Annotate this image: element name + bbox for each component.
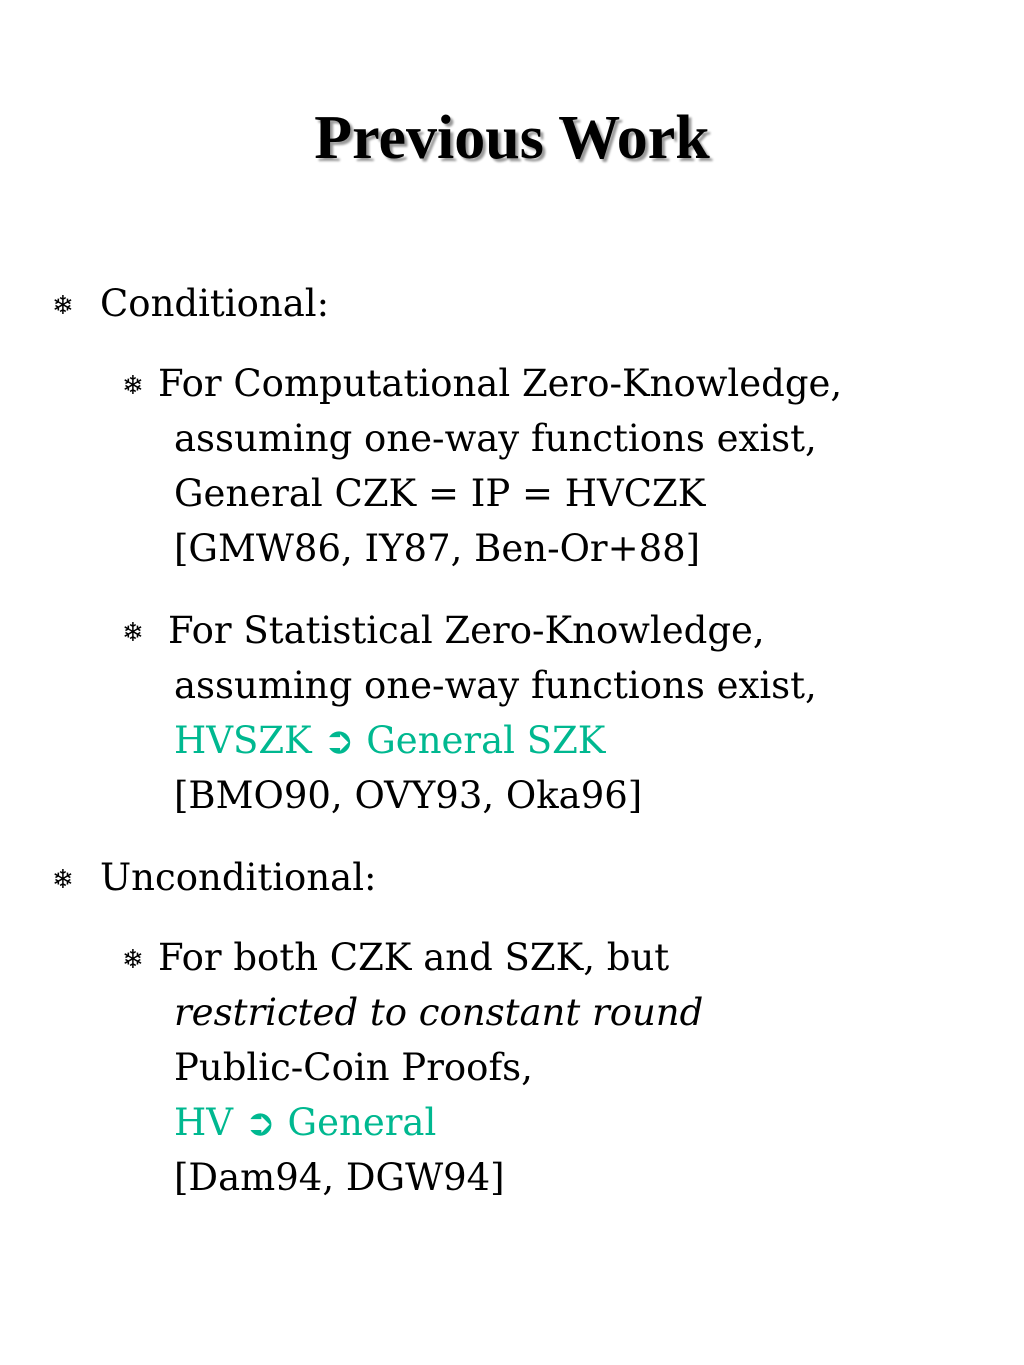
snowflake-icon: ❄ — [52, 865, 74, 895]
szk-from: HVSZK — [174, 719, 312, 762]
snowflake-icon: ❄ — [52, 291, 74, 321]
snowflake-icon: ❄ — [122, 371, 144, 401]
unconditional-heading: Unconditional: — [100, 856, 377, 899]
both-from: HV — [174, 1101, 233, 1144]
both-implication — [174, 1096, 436, 1150]
czk-line-1: For Computational Zero-Knowledge, — [158, 362, 843, 405]
arrow-icon: ➲ — [323, 719, 355, 762]
szk-line-2: assuming one-way functions exist, — [174, 664, 817, 707]
szk-implication — [174, 714, 605, 768]
szk-citations: [BMO90, OVY93, Oka96] — [174, 774, 643, 817]
both-citations: [Dam94, DGW94] — [174, 1156, 505, 1199]
snowflake-icon: ❄ — [122, 945, 144, 975]
snowflake-icon: ❄ — [122, 618, 144, 648]
czk-line-2: assuming one-way functions exist, — [174, 417, 817, 460]
page-title: Previous Work — [314, 104, 710, 172]
both-to: General — [287, 1101, 437, 1144]
szk-to: General SZK — [366, 719, 606, 762]
both-line-1: For both CZK and SZK, but — [158, 936, 670, 979]
both-line-2: restricted to constant round — [174, 991, 704, 1034]
czk-citations: [GMW86, IY87, Ben-Or+88] — [174, 527, 701, 570]
both-line-3: Public-Coin Proofs, — [174, 1046, 533, 1089]
czk-line-3: General CZK = IP = HVCZK — [174, 472, 706, 515]
conditional-heading: Conditional: — [100, 282, 330, 325]
arrow-icon: ➲ — [244, 1101, 276, 1144]
szk-line-1: For Statistical Zero-Knowledge, — [168, 609, 765, 652]
